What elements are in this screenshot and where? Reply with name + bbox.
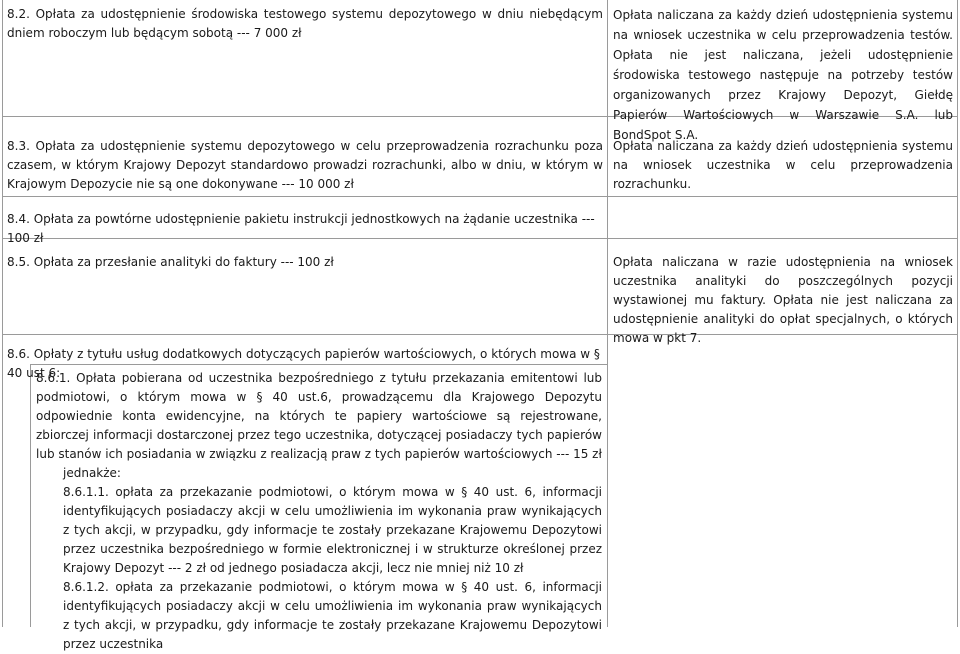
row-8-2-description bbox=[7, 5, 603, 43]
fee-8-2-note: Opłata naliczana za każdy dzień udostępnienia systemu na wniosek uczestnika w celu przeprowadzenia testów. Opłata nie jest naliczana, jeżeli udostępnienie środowiska testowego następuje na potrzeby testów organizowanych przez Krajowy Depozyt, Giełdę Papierów Wartościowych w Warszawie S.A. lub BondSpot S.A. bbox=[613, 8, 953, 142]
row-8-3-notes bbox=[613, 137, 953, 194]
column-divider bbox=[607, 0, 608, 627]
fee-8-5-note: Opłata naliczana w razie udostępnienia na wniosek uczestnika analityki do poszczególnych pozycji wystawionej mu faktury. Opłata nie jest naliczana za udostępnienie analityki do opłat specjalnych, o których mowa w pkt 7. bbox=[613, 255, 953, 345]
fee-8-6-1-2-text: 8.6.1.2. opłata za przekazanie podmiotowi, o którym mowa w § 40 ust. 6, informacji identyfikujących posiadaczy akcji w celu umożliwienia im wykonania praw wynikających z tych akcji, w przypadku, gdy informacje te zostały przekazane Krajowemu Depozytowi przez uczestnika bbox=[63, 580, 602, 651]
fee-8-6-1-text: 8.6.1. Opłata pobierana od uczestnika bezpośredniego z tytułu przekazania emitentowi lub podmiotowi, o którym mowa w § 40 ust.6, prowadzącemu dla Krajowego Depozytu odpowiednie konta ewidencyjne, na których te papiery wartościowe są rejestrowane, zbiorczej informacji dostarczonej przez tego uczestnika, dotyczącej posiadaczy tych papierów lub stanów ich posiadania w związku z realizacją praw z tych papierów wartościowych --- 15 zł bbox=[36, 371, 602, 461]
row-8-2-notes bbox=[613, 5, 953, 145]
left-border bbox=[2, 0, 3, 627]
row-8-6-1-description bbox=[36, 369, 602, 654]
right-border bbox=[957, 0, 958, 627]
fee-8-2-text: 8.2. Opłata za udostępnienie środowiska testowego systemu depozytowego w dniu niebędącym dniem roboczym lub będącym sobotą --- 7 000 zł bbox=[7, 7, 603, 40]
row-8-5-description bbox=[7, 253, 603, 272]
fee-8-6-1-however: jednakże: bbox=[63, 466, 121, 480]
row-separator bbox=[2, 196, 958, 197]
fee-8-6-1-1-text: 8.6.1.1. opłata za przekazanie podmiotowi, o którym mowa w § 40 ust. 6, informacji identyfikujących posiadaczy akcji w celu umożliwienia im wykonania praw wynikających z tych akcji, w przypadku, gdy informacje te zostały przekazane Krajowemu Depozytowi przez uczestnika bezpośredniego w formie elektronicznej i w strukturze określonej przez Krajowy Depozyt --- 2 zł od jednego posiadacza akcji, lecz nie mniej niż 10 zł bbox=[63, 485, 602, 575]
fee-8-3-note: Opłata naliczana za każdy dzień udostępnienia systemu na wniosek uczestnika w celu przeprowadzenia rozrachunku. bbox=[613, 139, 953, 191]
sub-column-divider bbox=[30, 364, 31, 627]
fee-8-5-text: 8.5. Opłata za przesłanie analityki do faktury --- 100 zł bbox=[7, 255, 334, 269]
fee-8-3-text: 8.3. Opłata za udostępnienie systemu depozytowego w celu przeprowadzenia rozrachunku poza czasem, w którym Krajowy Depozyt standardowo prowadzi rozrachunki, albo w dniu, w którym w Krajowym Depozycie nie są one dokonywane --- 10 000 zł bbox=[7, 139, 603, 191]
row-8-5-notes bbox=[613, 253, 953, 348]
row-8-4-description bbox=[7, 210, 603, 248]
fee-8-4-text: 8.4. Opłata za powtórne udostępnienie pakietu instrukcji jednostkowych na żądanie uczestnika --- 100 zł bbox=[7, 212, 595, 245]
row-8-3-description bbox=[7, 137, 603, 194]
fee-8-6-text: 8.6. Opłaty z tytułu usług dodatkowych dotyczących papierów wartościowych, o których mowa w § 40 ust 6: bbox=[7, 347, 600, 380]
